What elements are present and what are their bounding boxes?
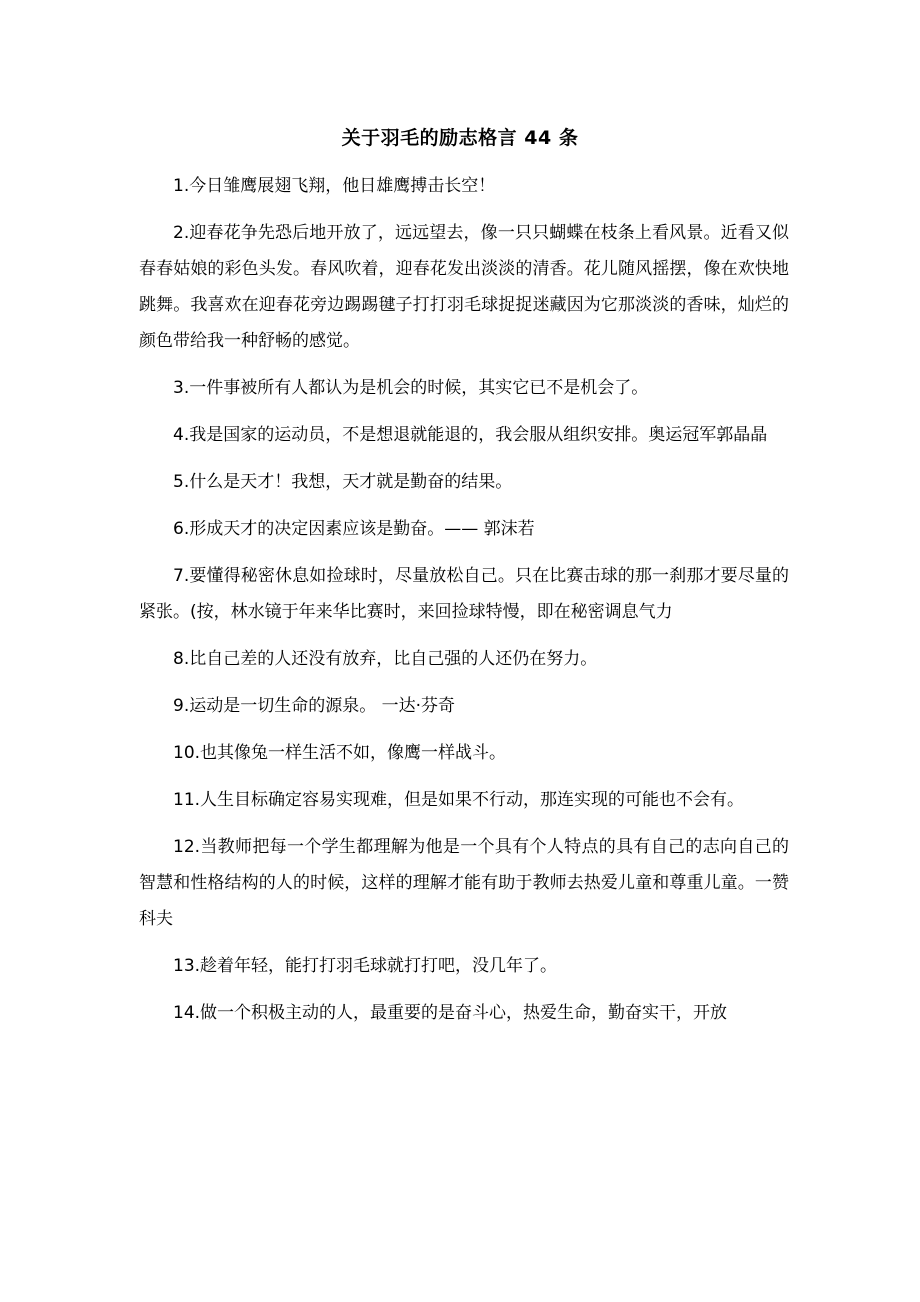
quote-paragraph-3: 3.一件事被所有人都认为是机会的时候，其实它已不是机会了。 xyxy=(173,378,649,398)
quote-paragraph-2: 2.迎春花争先恐后地开放了，远远望去，像一只只蝴蝶在枝条上看风景。近看又似春春姑娘的彩色头发。春风吹着，迎春花发出淡淡的清香。花儿随风摇摆，像在欢快地跳舞。我喜欢在迎春花旁边踢踢毽子打打羽毛球捉捉迷藏因为它那淡淡的香味，灿烂的颜色带给我一种舒畅的感觉。 xyxy=(139,223,789,351)
document-title: 关于羽毛的励志格言 44 条 xyxy=(341,127,579,149)
quote-paragraph-4: 4.我是国家的运动员，不是想退就能退的，我会服从组织安排。奥运冠军郭晶晶 xyxy=(173,425,768,445)
quote-paragraph-9: 9.运动是一切生命的源泉。 一达·芬奇 xyxy=(173,696,456,716)
quote-paragraph-5: 5.什么是天才！我想，天才就是勤奋的结果。 xyxy=(173,472,513,492)
document-body xyxy=(139,168,789,1042)
quote-paragraph-14: 14.做一个积极主动的人，最重要的是奋斗心，热爱生命，勤奋实干，开放 xyxy=(173,1003,728,1023)
quote-paragraph-7: 7.要懂得秘密休息如捡球时，尽量放松自己。只在比赛击球的那一刹那才要尽量的紧张。(按，林水镜于年来华比赛时，来回捡球特慢，即在秘密调息气力 xyxy=(139,566,789,622)
quote-paragraph-12: 12.当教师把每一个学生都理解为他是一个具有个人特点的具有自己的志向自己的智慧和性格结构的人的时候，这样的理解才能有助于教师去热爱儿童和尊重儿童。一赞科夫 xyxy=(139,837,789,929)
quote-paragraph-11: 11.人生目标确定容易实现难，但是如果不行动，那连实现的可能也不会有。 xyxy=(173,790,745,810)
quote-paragraph-1: 1.今日雏鹰展翅飞翔，他日雄鹰搏击长空！ xyxy=(173,176,496,196)
quote-paragraph-13: 13.趁着年轻，能打打羽毛球就打打吧，没几年了。 xyxy=(173,956,558,976)
quote-paragraph-6: 6.形成天才的决定因素应该是勤奋。—— 郭沫若 xyxy=(173,519,535,539)
quote-paragraph-10: 10.也其像兔一样生活不如，像鹰一样战斗。 xyxy=(173,743,507,763)
quote-paragraph-8: 8.比自己差的人还没有放弃，比自己强的人还仍在努力。 xyxy=(173,649,598,669)
